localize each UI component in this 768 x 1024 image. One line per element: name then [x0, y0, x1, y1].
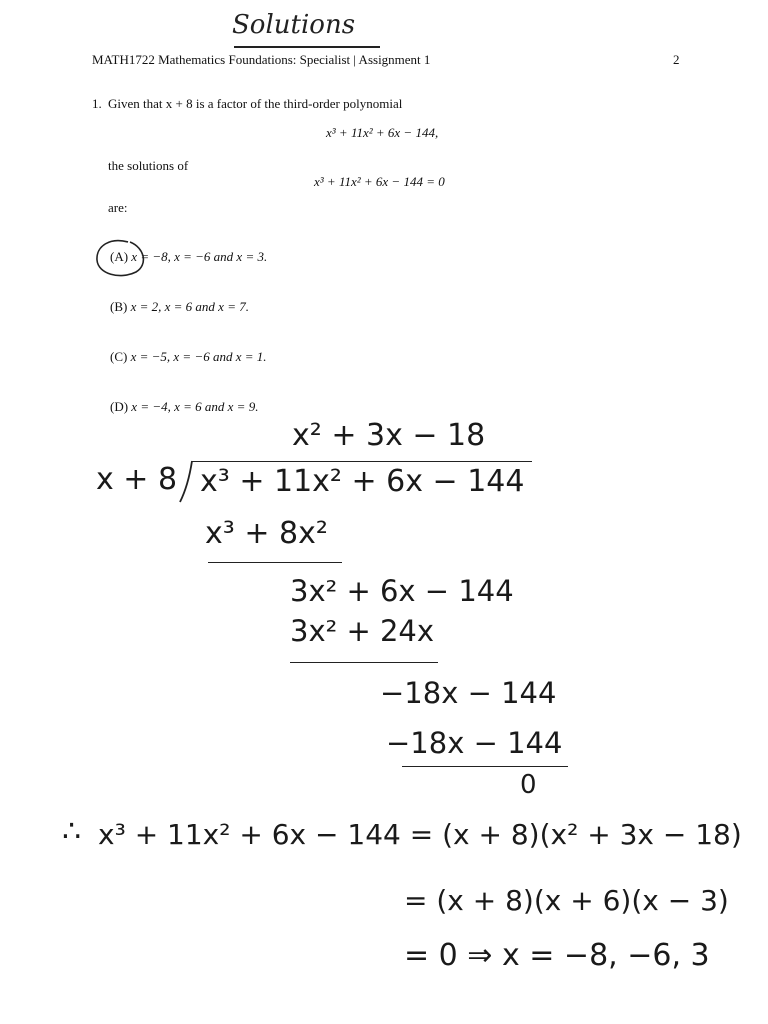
step2-rule — [290, 662, 438, 663]
course-header: MATH1722 Mathematics Foundations: Specialist | Assignment 1 — [92, 52, 431, 67]
division-bar — [192, 461, 532, 462]
selected-option-circle — [92, 236, 152, 282]
solutions-of-text: the solutions of — [108, 158, 189, 173]
option-a-label: (A) — [110, 249, 129, 264]
division-divisor: x + 8 — [96, 462, 178, 497]
option-c-label: (C) — [110, 349, 128, 364]
question-stem: Given that x + 8 is a factor of the third-order polynomial — [108, 96, 403, 111]
step1-subtract: x³ + 8x² — [205, 516, 328, 551]
handwritten-title: Solutions — [232, 10, 356, 40]
option-c-text: x = −5, x = −6 and x = 1. — [130, 349, 267, 364]
step3-subtract: −18x − 144 — [386, 726, 563, 760]
step2-remainder: −18x − 144 — [380, 676, 557, 710]
option-a-text: x = −8, x = −6 and x = 3. — [131, 249, 268, 264]
option-d-text: x = −4, x = 6 and x = 9. — [131, 399, 259, 414]
page-number: 2 — [673, 52, 680, 67]
factorisation-line-1: x³ + 11x² + 6x − 144 = (x + 8)(x² + 3x − 18) — [98, 818, 742, 851]
final-remainder: 0 — [520, 770, 537, 800]
polynomial-display: x³ + 11x² + 6x − 144, — [326, 125, 439, 140]
equation-display: x³ + 11x² + 6x − 144 = 0 — [314, 174, 445, 189]
option-c — [110, 349, 267, 365]
step1-rule — [208, 562, 342, 563]
factorisation-line-3: = 0 ⇒ x = −8, −6, 3 — [404, 938, 710, 973]
are-text: are: — [108, 200, 128, 215]
step2-subtract: 3x² + 24x — [290, 614, 435, 648]
option-b-text: x = 2, x = 6 and x = 7. — [130, 299, 249, 314]
factorisation-line-2: = (x + 8)(x + 6)(x − 3) — [404, 884, 729, 917]
division-quotient: x² + 3x − 18 — [292, 418, 486, 453]
title-underline — [234, 46, 380, 48]
step3-rule — [402, 766, 568, 767]
question-number: 1. — [92, 96, 102, 111]
option-d — [110, 399, 258, 415]
option-b-label: (B) — [110, 299, 128, 314]
division-dividend: x³ + 11x² + 6x − 144 — [200, 464, 525, 499]
step1-remainder: 3x² + 6x − 144 — [290, 574, 514, 608]
therefore-symbol: ∴ — [62, 814, 82, 849]
division-bracket — [178, 460, 198, 504]
option-d-label: (D) — [110, 399, 129, 414]
option-b — [110, 299, 249, 315]
